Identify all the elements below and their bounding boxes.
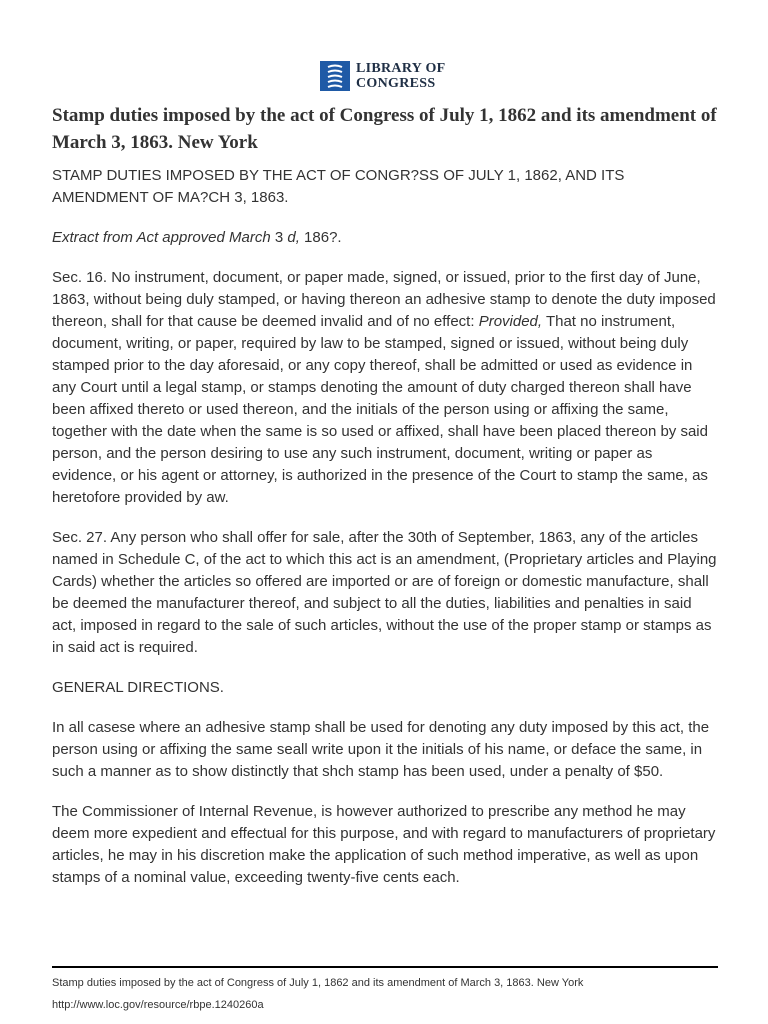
extract-italic: Extract from Act approved March xyxy=(52,229,271,246)
adhesive-stamp-paragraph: In all casese where an adhesive stamp shall be used for denoting any duty imposed by this act, the person using or affixing the same seall write upon it the initials of his name, or deface the same, in such a manner as to show distinctly that shch stamp has been used, under a penalty of $50. xyxy=(52,719,710,780)
logo-line-1: LIBRARY OF xyxy=(356,61,446,76)
logo-line-2: CONGRESS xyxy=(356,76,436,91)
section-16-part-2: That no instrument, document, writing, or paper, required by law to be stamped, signed or issued, without being duly stamped prior to the day aforesaid, or any copy thereof, shall be admitted or used as evidence in any Court until a legal stamp, or stamps denoting the amount of duty charged thereon shall have been affixed thereto or used thereon, and the initials of the person using or affixing the same, together with the date when the same is so used or affixed, shall have been placed thereon by said person, and the person desiring to use any such instrument, document, writing or paper as evidence, or his agent or attorney, is authorized in the presence of the Court to stamp the same, as heretofore provided by aw. xyxy=(52,313,708,506)
citation-footer xyxy=(52,966,718,1016)
library-of-congress-logo[interactable] xyxy=(320,60,446,92)
extract-line xyxy=(52,227,718,249)
library-of-congress-icon xyxy=(320,61,350,91)
section-16 xyxy=(52,267,718,509)
section-16-provided: Provided, xyxy=(478,313,543,330)
citation-text: Stamp duties imposed by the act of Congress of July 1, 1862 and its amendment of March 3, 1863. New York http://www.loc.gov/resource/rbpe.1240260a xyxy=(52,977,584,1011)
general-directions-heading: GENERAL DIRECTIONS. xyxy=(52,679,224,696)
logo-wordmark xyxy=(356,61,446,91)
section-16-part-1: Sec. 16. No instrument, document, or paper made, signed, or issued, prior to the first day of June, 1863, without being duly stamped, or having thereon an adhesive stamp to denote the duty imposed thereon, shall for that cause be deemed invalid and of no effect: xyxy=(52,269,716,330)
extract-mid: 3 xyxy=(270,229,288,246)
section-27: Sec. 27. Any person who shall offer for sale, after the 30th of September, 1863, any of the articles named in Schedule C, of the act to which this act is an amendment, (Proprietary articles and Playing Cards) whether the articles so offered are imported or are of foreign or domestic manufacture, shall be deemed the manufacturer thereof, and subject to all the duties, liabilities and penalties in said act, imposed in regard to the sale of such articles, without the use of the proper stamp or stamps as in said act is required. xyxy=(52,529,717,656)
commissioner-paragraph: The Commissioner of Internal Revenue, is however authorized to prescribe any method he may deem more expedient and effectual for this purpose, and with regard to manufacturers of proprietary articles, he may in his discretion make the application of such method imperative, as well as upon stamps of a nominal value, exceeding twenty-five cents each. xyxy=(52,803,716,886)
extract-end: 186?. xyxy=(299,229,342,246)
document-body xyxy=(52,165,718,907)
extract-italic-2: d, xyxy=(287,229,300,246)
document-title: Stamp duties imposed by the act of Congress of July 1, 1862 and its amendment of March 3, 1863. New York xyxy=(52,105,717,153)
document-heading: STAMP DUTIES IMPOSED BY THE ACT OF CONGR?SS OF JULY 1, 1862, AND ITS AMENDMENT OF MA?CH 3, 1863. xyxy=(52,167,625,206)
